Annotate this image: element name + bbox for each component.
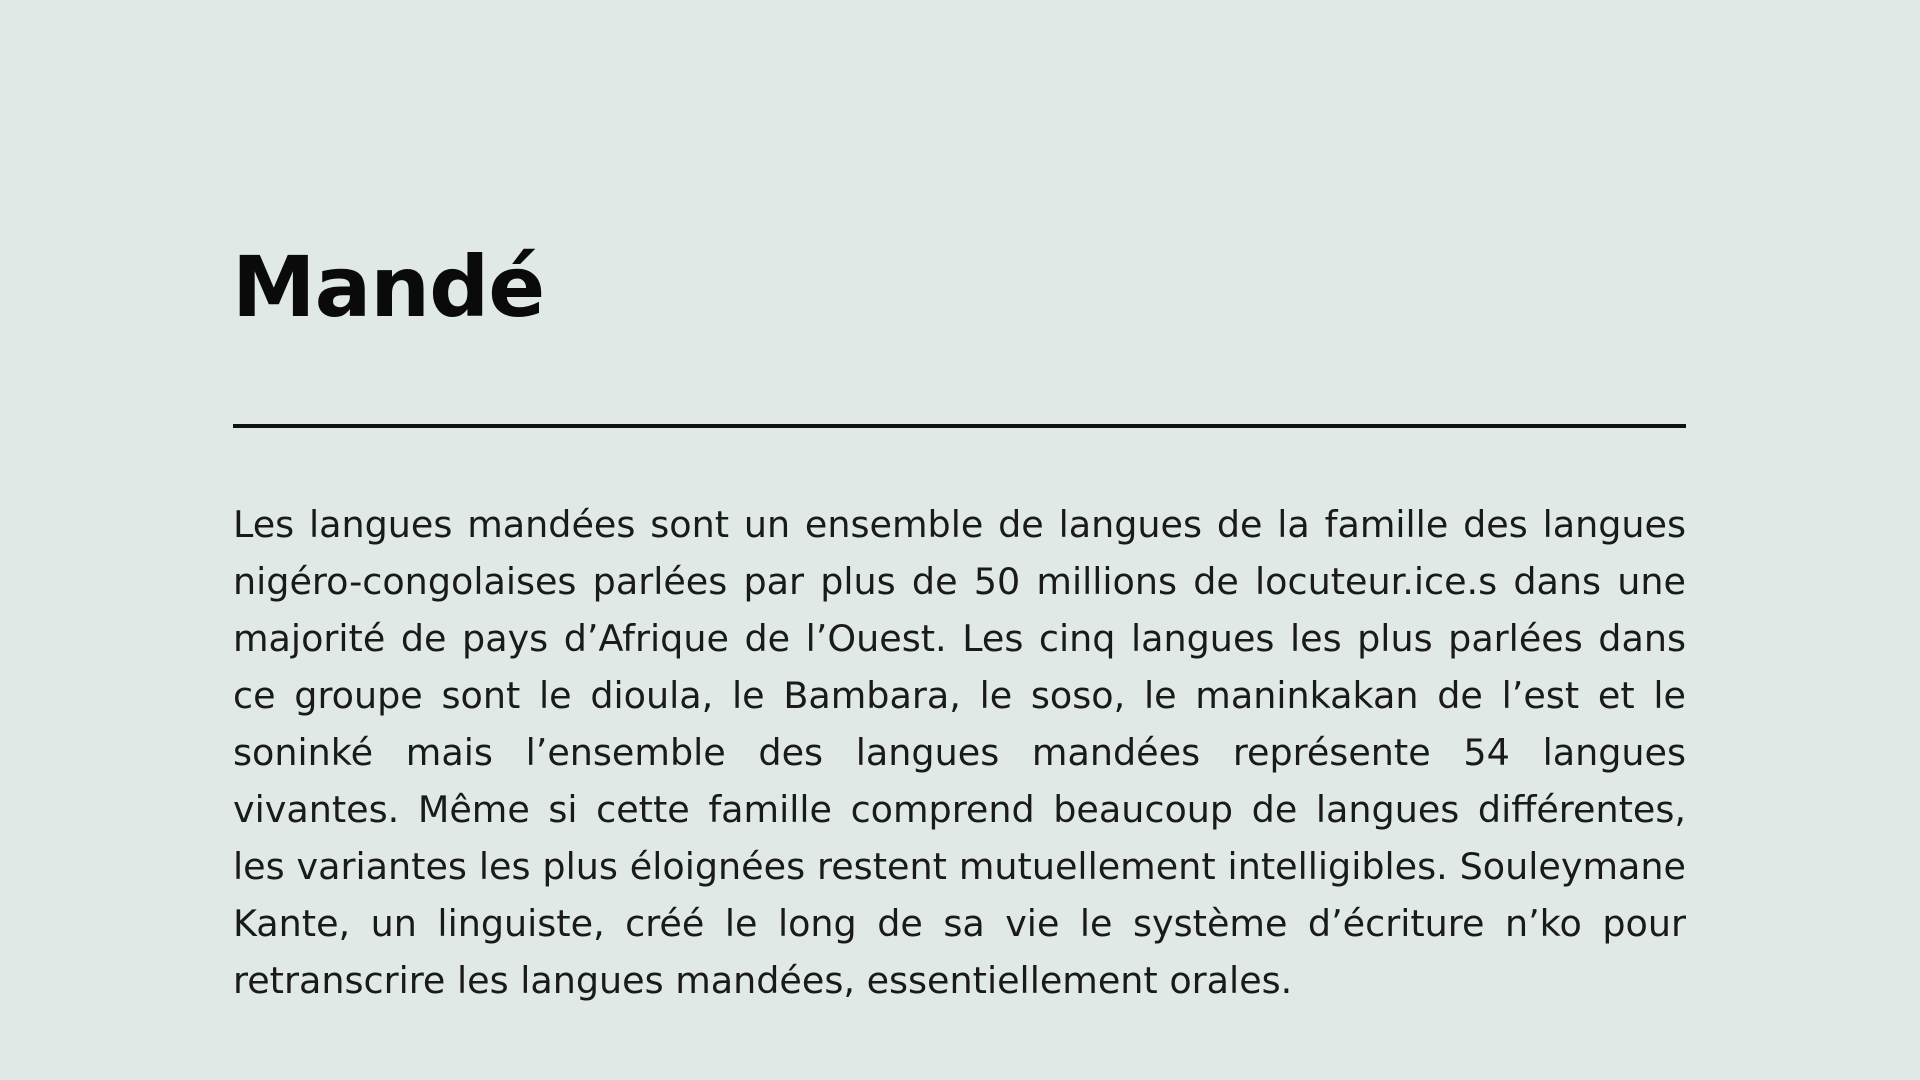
- slide-body-text: Les langues mandées sont un ensemble de langues de la famille des langues nigéro-congolaises parlées par plus de 50 millions de locuteur.ice.s dans une majorité de pays d’Afrique de l’Ouest. Les cinq langues les plus parlées dans ce groupe sont le dioula, le Bambara, le soso, le maninkakan de l’est et le soninké mais l’ensemble des langues mandées représente 54 langues vivantes. Même si cette famille comprend beaucoup de langues différentes, les variantes les plus éloignées restent mutuellement intelligibles. Souleymane Kante, un linguiste, créé le long de sa vie le système d’écriture n’ko pour retranscrire les langues mandées, essentiellement orales.: [233, 503, 1686, 1002]
- slide-title: Mandé: [232, 238, 545, 336]
- title-divider: [233, 424, 1686, 428]
